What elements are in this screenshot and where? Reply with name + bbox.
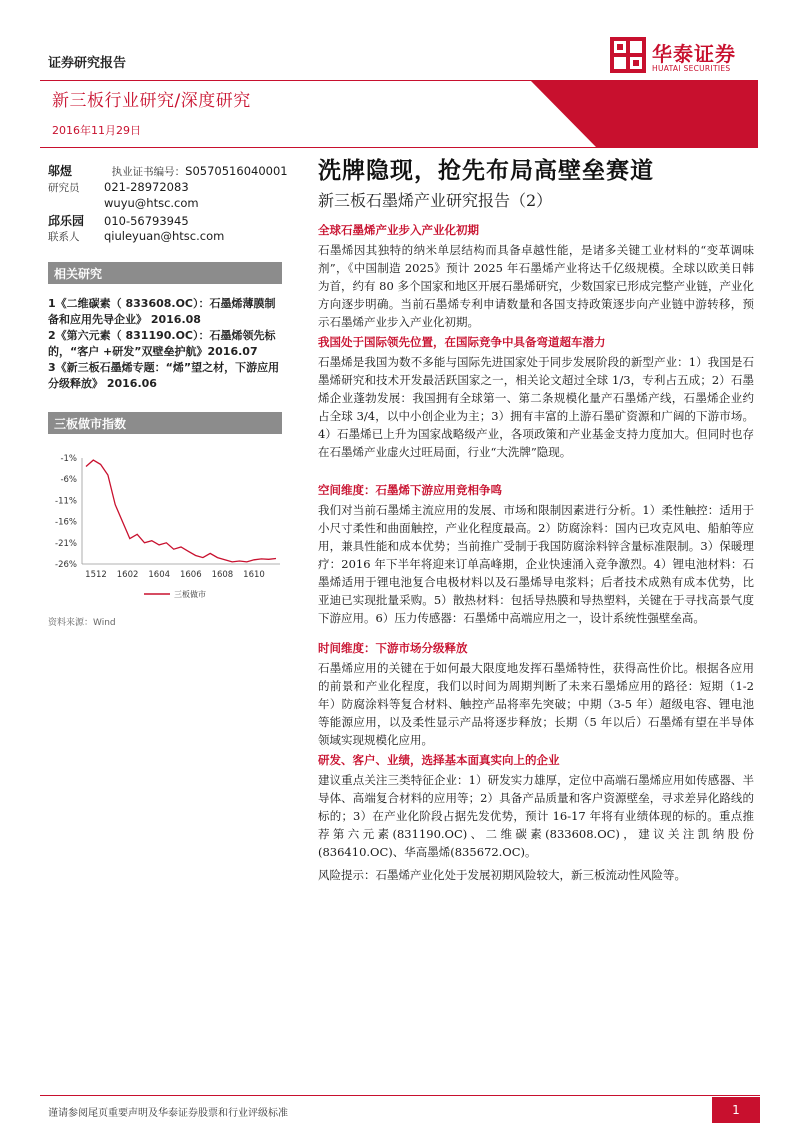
- section-heading: 全球石墨烯产业步入产业化初期: [318, 223, 479, 237]
- main-title: 洗牌隐现，抢先布局高壁垒赛道: [318, 158, 654, 184]
- logo-text-en: HUATAI SECURITIES: [652, 64, 731, 73]
- band-title: 新三板行业研究/深度研究: [52, 91, 251, 111]
- related-item[interactable]: 1《二维碳素（ 833608.OC）：石墨烯薄膜制备和应用先导企业》 2016.08: [48, 297, 276, 326]
- x-tick-label: 1606: [179, 570, 202, 580]
- x-tick-label: 1608: [211, 570, 234, 580]
- index-chart-heading: 三板做市指数: [48, 412, 282, 434]
- legend-label: 三板做市: [174, 590, 206, 599]
- section-heading: 研发、客户、业绩，选择基本面真实向上的企业: [318, 753, 560, 767]
- related-item[interactable]: 2《第六元素（ 831190.OC）：石墨烯领先标的，“客户 +研发”双壁垒护航》2016.07: [48, 329, 276, 358]
- report-date: 2016年11月29日: [52, 124, 141, 137]
- section-body: 石墨烯是我国为数不多能与国际先进国家处于同步发展阶段的新型产业：1）我国是石墨烯研究和技术开发最活跃国家之一，相关论文超过全球 1/3，专利占五成；2）石墨烯企业蓬勃发展：我国拥有全球第一、第二条规模化量产石墨烯产线，石墨烯企业约占全球 3/4，以中小创企业为主；3）拥有丰富的上游石墨矿资源和广阔的下游市场。4）石墨烯已上升为国家战略级产业，各项政策和产业基金支持力度加大。但同时也存在石墨烯产业虚火过旺局面，行业“大洗牌”隐现。: [318, 355, 754, 459]
- x-tick-label: 1512: [85, 570, 107, 580]
- y-tick-label: -16%: [55, 517, 77, 528]
- section-body: 石墨烯应用的关键在于如何最大限度地发挥石墨烯特性，获得高性价比。根据各应用的前景和产业化程度，我们以时间为周期判断了未来石墨烯应用的路径：短期（1-2 年）防腐涂料等复合材料、触控产品将率先突破；中期（3-5 年）超级电容、锂电池等能源应用，以及柔性显示产品将逐步释放；长期（5 年以后）石墨烯有望在半导体领域实现规模化应用。: [318, 661, 754, 747]
- risk-warning: 风险提示：石墨烯产业化处于发展初期风险较大，新三板流动性风险等。: [318, 868, 686, 882]
- contact-email[interactable]: qiuleyuan@htsc.com: [104, 229, 225, 243]
- section-china: [318, 334, 754, 461]
- chart-source: 资料来源：Wind: [48, 618, 116, 628]
- analyst-role: 研究员: [48, 182, 80, 194]
- contact-phone: 010-56793945: [104, 214, 189, 228]
- x-tick-label: 1602: [116, 570, 139, 580]
- section-heading: 空间维度：石墨烯下游应用竞相争鸣: [318, 483, 502, 497]
- contact-role: 联系人: [48, 231, 80, 243]
- contact-name: 邱乐园: [48, 214, 85, 228]
- y-tick-label: -21%: [55, 538, 77, 549]
- section-space: [318, 482, 754, 627]
- x-tick-label: 1604: [148, 570, 171, 580]
- footer-disclaimer[interactable]: 谨请参阅尾页重要声明及华泰证券股票和行业评级标准: [48, 1108, 288, 1119]
- footer-divider: [40, 1095, 760, 1096]
- analyst-name: 邬煜: [48, 164, 73, 178]
- y-tick-label: -26%: [55, 560, 77, 570]
- section-body: 建议重点关注三类特征企业：1）研发实力雄厚，定位中高端石墨烯应用如传感器、半导体、高端复合材料的应用等；2）具备产品质量和客户资源壁垒，寻求差异化路线的标的；3）在产业化阶段占据先发优势，预计 16-17 年将有业绩体现的标的。重点推荐第六元素(831190.OC)、二维碳素(833608.OC)，建议关注凯纳股份(836410.OC)、华高墨烯(835672.OC)。: [318, 773, 754, 859]
- y-tick-label: -11%: [55, 496, 77, 507]
- section-heading: 时间维度：下游市场分级释放: [318, 641, 468, 655]
- huatai-logo-icon: [610, 37, 646, 73]
- contact-card: [48, 214, 298, 245]
- section-global: [318, 222, 754, 331]
- section-picks: [318, 752, 754, 861]
- analyst-card: [48, 164, 298, 211]
- related-item[interactable]: 3《新三板石墨烯专题：“烯”望之材，下游应用分级释放》 2016.06: [48, 361, 280, 390]
- index-line-chart: [48, 446, 288, 604]
- section-body: 我们对当前石墨烯主流应用的发展、市场和限制因素进行分析。1）柔性触控：适用于小尺寸柔性和曲面触控，产业化程度最高。2）防腐涂料：国内已攻克风电、船舶等应用，兼具性能和成本优势；当前推广受制于我国防腐涂料锌含量标准限制。3）保暖理疗：2016 年下半年将迎来订单高峰期，企业快速涌入竞争激烈。4）锂电池材料：石墨烯适用于锂电池复合电极材料以及石墨烯导电浆料；后者技术成熟有成本优势，比亚迪已实现批量采购。5）散热材料：包括导热膜和导热塑料，关键在于寻找高景气度下游应用。6）压力传感器：石墨烯中高端应用之一，设计系统性强壁垒高。: [318, 503, 754, 625]
- x-tick-label: 1610: [243, 570, 265, 580]
- license-label: 执业证书编号：: [111, 166, 186, 178]
- main-subtitle: 新三板石墨烯产业研究报告（2）: [318, 191, 553, 210]
- logo-text-cn: 华泰证券: [652, 42, 736, 66]
- analyst-phone: 021-28972083: [104, 180, 189, 194]
- analyst-email[interactable]: wuyu@htsc.com: [104, 196, 199, 210]
- report-type: 证券研究报告: [48, 56, 127, 71]
- section-heading: 我国处于国际领先位置，在国际竞争中具备弯道超车潜力: [318, 335, 606, 349]
- related-heading: 相关研究: [48, 262, 282, 284]
- section-time: [318, 640, 754, 749]
- section-body: 石墨烯因其独特的纳米单层结构而具备卓越性能，是诸多关键工业材料的“变革调味剂”，《中国制造 2025》预计 2025 年石墨烯产业将达千亿级规模。全球以欧美日韩为首，约有 80 多个国家和地区开展石墨烯研究，少数国家已形成完整产业链，产业化方向逐步明确。当前石墨烯专利申请数量和各国支持政策逐步向产业链中游转移，预示石墨烯产业步入产业化初期。: [318, 243, 754, 329]
- license-number: S0570516040001: [185, 164, 288, 178]
- related-list: [48, 296, 284, 392]
- page-number: 1: [712, 1097, 760, 1123]
- y-tick-label: -1%: [60, 454, 77, 464]
- y-tick-label: -6%: [60, 475, 77, 486]
- series-line: [86, 460, 276, 562]
